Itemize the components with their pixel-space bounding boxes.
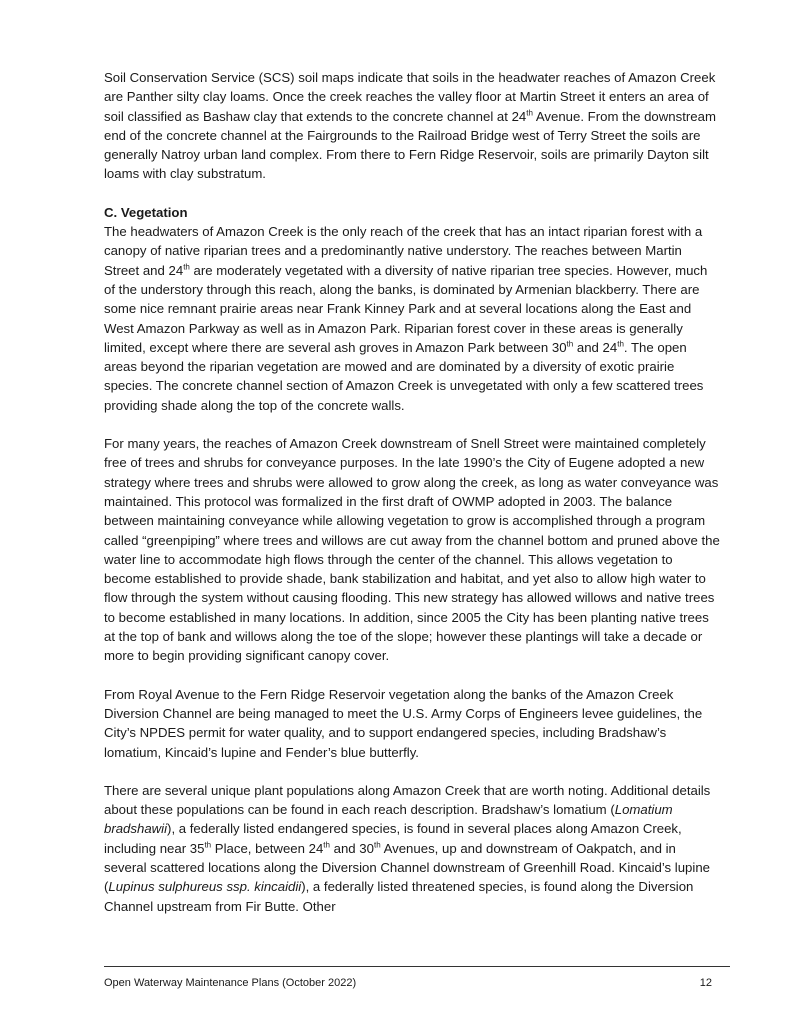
diversion-channel-paragraph: From Royal Avenue to the Fern Ridge Reservoir vegetation along the banks of the Amazon Creek Diversion Channel are being managed to meet the U.S. Army Corps of Engineers levee guidelines, the City’s NPDES permit for water quality, and to support endangered species, including Bradshaw’s lomatium, Kincaid’s lupine and Fender’s blue butterfly.: [104, 686, 703, 760]
page-footer: [104, 966, 730, 989]
vegetation-paragraph: The headwaters of Amazon Creek is the only reach of the creek that has an intact riparian forest with a canopy of native riparian trees and a predominantly native understory. The reaches between Martin Street and 24th are moderately vegetated with a diversity of native riparian tree species. However, much of the understory through this reach, along the banks, is dominated by Armenian blackberry. There are some nice remnant prairie areas near Frank Kinney Park and at several locations along the East and West Amazon Parkway as well as in Amazon Park. Riparian forest cover in these areas is generally limited, except where there are several ash groves in Amazon Park between 30th and 24th. The open areas beyond the riparian vegetation are mowed and are dominated by a diversity of exotic prairie species. The concrete channel section of Amazon Creek is unvegetated with only a few scattered trees providing shade along the top of the concrete walls.: [104, 224, 708, 413]
footer-title: Open Waterway Maintenance Plans (October 2022): [104, 977, 357, 989]
soils-paragraph: Soil Conservation Service (SCS) soil maps indicate that soils in the headwater reaches of Amazon Creek are Panther silty clay loams. Once the creek reaches the valley floor at Martin Street it enters an area of soil classified as Bashaw clay that extends to the concrete channel at 24th Avenue. From the downstream end of the concrete channel at the Fairgrounds to the Railroad Bridge west of Terry Street the soils are generally Natroy urban land complex. From there to Fern Ridge Reservoir, soils are primarily Dayton silt loams with clay substratum.: [104, 70, 716, 182]
plant-populations-paragraph: There are several unique plant populations along Amazon Creek that are worth noting. Additional details about these populations can be found in each reach description. Bradshaw’s lomatium (Lomatium bradshawii), a federally listed endangered species, is found in several places along Amazon Creek, including near 35th Place, between 24th and 30th Avenues, up and downstream of Oakpatch, and in several scattered locations along the Diversion Channel downstream of Greenhill Road. Kincaid’s lupine (Lupinus sulphureus ssp. kincaidii), a federally listed threatened species, is found along the Diversion Channel upstream from Fir Butte. Other: [104, 782, 711, 914]
document-body: [104, 68, 720, 935]
maintenance-paragraph: For many years, the reaches of Amazon Creek downstream of Snell Street were maintained completely free of trees and shrubs for conveyance purposes. In the late 1990’s the City of Eugene adopted a new strategy where trees and shrubs were allowed to grow along the creek, as long as water conveyance was maintained. This protocol was formalized in the first draft of OWMP adopted in 2003. The balance between maintaining conveyance while allowing vegetation to grow is accomplished through a program called “greenpiping” where trees and willows are cut away from the channel bottom and pruned above the water line to accommodate high flows through the center of the channel. This allows vegetation to become established to provide shade, bank stabilization and habitat, and yet also to allow high water to flow through the system without causing flooding. This new strategy has allowed willows and native trees to become established in many locations. In addition, since 2005 the City has been planting native trees at the top of bank and willows along the toe of the slope; however these plantings will take a decade or more to begin providing significant canopy cover.: [104, 436, 720, 664]
page-number: 12: [699, 977, 712, 989]
section-heading: C. Vegetation: [104, 204, 188, 220]
